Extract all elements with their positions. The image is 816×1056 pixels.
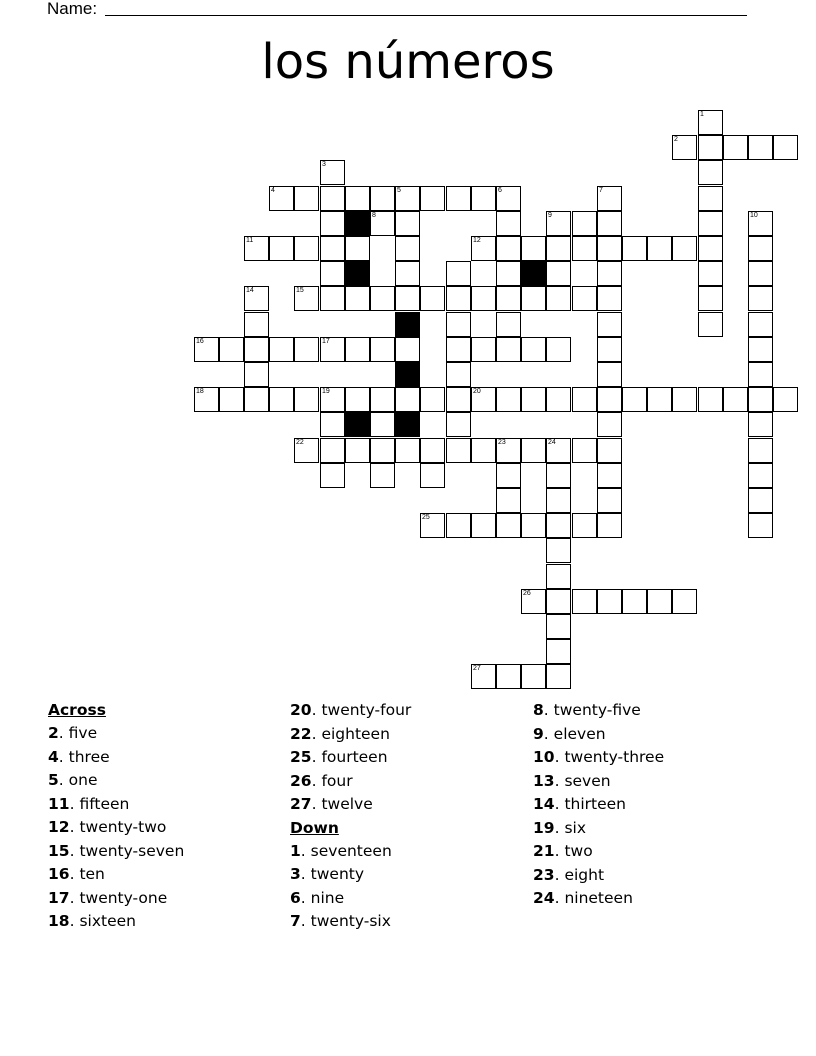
clue-number: 7 [599, 187, 603, 194]
clue-number: 3 [322, 161, 326, 168]
down-clue: 9. eleven [533, 724, 606, 743]
crossword-cell[interactable] [395, 286, 420, 311]
clue-number: 8 [372, 212, 376, 219]
clue-number: 27 [473, 665, 481, 672]
crossword-cell[interactable] [446, 513, 471, 538]
clue-number: 12 [473, 237, 481, 244]
crossword-cell[interactable] [269, 337, 294, 362]
crossword-cell[interactable] [597, 362, 622, 387]
clue-number: 19 [322, 388, 330, 395]
crossword-cell[interactable] [748, 362, 773, 387]
crossword-cell[interactable] [294, 286, 319, 311]
crossword-cell[interactable] [698, 236, 723, 261]
crossword-cell[interactable] [471, 186, 496, 211]
crossword-cell[interactable] [597, 261, 622, 286]
crossword-cell[interactable] [597, 438, 622, 463]
crossword-cell[interactable] [546, 589, 571, 614]
crossword-cell[interactable] [597, 186, 622, 211]
crossword-cell[interactable] [496, 286, 521, 311]
clue-text: eleven [553, 724, 606, 743]
clue-number: 6 [498, 187, 502, 194]
crossword-cell[interactable] [320, 261, 345, 286]
crossword-cell[interactable] [395, 236, 420, 261]
crossword-cell[interactable] [320, 236, 345, 261]
clue-text: twenty-seven [79, 841, 185, 860]
crossword-cell[interactable] [244, 387, 269, 412]
name-label: Name: [47, 0, 98, 18]
crossword-block [345, 211, 370, 236]
clue-text: twenty [310, 865, 365, 883]
clue-number: 18 [48, 912, 70, 930]
clue-text: nineteen [564, 889, 633, 907]
crossword-cell[interactable] [698, 160, 723, 185]
clue-number: 10 [533, 748, 555, 766]
clue-number: 15 [296, 287, 304, 294]
clue-number: 24 [533, 889, 555, 907]
crossword-cell[interactable] [546, 236, 571, 261]
crossword-cell[interactable] [244, 286, 269, 311]
across-clue: 22. eighteen [290, 724, 390, 743]
crossword-cell[interactable] [521, 337, 546, 362]
crossword-cell[interactable] [698, 110, 723, 135]
crossword-cell[interactable] [370, 186, 395, 211]
crossword-cell[interactable] [244, 312, 269, 337]
crossword-cell[interactable] [597, 236, 622, 261]
crossword-cell[interactable] [320, 186, 345, 211]
crossword-cell[interactable] [446, 362, 471, 387]
clue-number: 8 [533, 701, 544, 719]
crossword-cell[interactable] [370, 211, 395, 236]
clue-number: 11 [48, 794, 70, 813]
crossword-cell[interactable] [521, 513, 546, 538]
clue-text: nine [310, 888, 345, 907]
clue-text: twenty-three [564, 748, 665, 766]
crossword-block [345, 412, 370, 437]
crossword-cell[interactable] [471, 387, 496, 412]
crossword-cell[interactable] [420, 438, 445, 463]
crossword-cell[interactable] [370, 463, 395, 488]
crossword-cell[interactable] [370, 337, 395, 362]
clue-number: 6 [290, 888, 301, 907]
clue-text: seventeen [310, 841, 392, 860]
crossword-cell[interactable] [698, 312, 723, 337]
down-clue: 7. twenty-six [290, 912, 391, 930]
crossword-cell[interactable] [320, 286, 345, 311]
crossword-cell[interactable] [395, 211, 420, 236]
crossword-cell[interactable] [597, 387, 622, 412]
across-clue: 20. twenty-four [290, 701, 412, 719]
clue-text: twenty-six [310, 912, 391, 930]
crossword-cell[interactable] [546, 538, 571, 563]
crossword-cell[interactable] [546, 513, 571, 538]
crossword-cell[interactable] [748, 236, 773, 261]
clue-number: 20 [290, 701, 312, 719]
clue-number: 14 [246, 287, 254, 294]
clue-text: one [68, 771, 98, 789]
crossword-cell[interactable] [748, 412, 773, 437]
crossword-cell[interactable] [546, 488, 571, 513]
crossword-cell[interactable] [521, 589, 546, 614]
down-clue: 3. twenty [290, 865, 365, 883]
crossword-cell[interactable] [546, 664, 571, 689]
crossword-cell[interactable] [597, 337, 622, 362]
crossword-cell[interactable] [446, 438, 471, 463]
crossword-cell[interactable] [446, 387, 471, 412]
crossword-cell[interactable] [420, 286, 445, 311]
down-clue: 8. twenty-five [533, 701, 641, 719]
crossword-cell[interactable] [672, 236, 697, 261]
crossword-cell[interactable] [672, 135, 697, 160]
crossword-cell[interactable] [345, 387, 370, 412]
crossword-cell[interactable] [748, 438, 773, 463]
clue-number: 1 [700, 111, 704, 118]
crossword-cell[interactable] [269, 387, 294, 412]
down-clue: 24. nineteen [533, 889, 633, 907]
crossword-cell[interactable] [521, 236, 546, 261]
crossword-cell[interactable] [748, 513, 773, 538]
crossword-cell[interactable] [370, 412, 395, 437]
crossword-cell[interactable] [622, 589, 647, 614]
crossword-cell[interactable] [622, 387, 647, 412]
crossword-cell[interactable] [597, 513, 622, 538]
down-heading: Down [290, 818, 339, 837]
clue-text: three [68, 747, 110, 766]
crossword-cell[interactable] [647, 236, 672, 261]
across-clue: 27. twelve [290, 795, 373, 813]
down-clue: 13. seven [533, 771, 611, 790]
crossword-cell[interactable] [546, 614, 571, 639]
crossword-cell[interactable] [748, 261, 773, 286]
crossword-cell[interactable] [496, 186, 521, 211]
crossword-cell[interactable] [471, 513, 496, 538]
crossword-cell[interactable] [748, 463, 773, 488]
clue-text: twenty-two [79, 818, 167, 836]
clue-number: 22 [290, 724, 312, 743]
crossword-cell[interactable] [345, 286, 370, 311]
crossword-cell[interactable] [496, 211, 521, 236]
clue-number: 16 [196, 338, 204, 345]
crossword-cell[interactable] [320, 160, 345, 185]
crossword-cell[interactable] [194, 337, 219, 362]
crossword-cell[interactable] [496, 438, 521, 463]
crossword-cell[interactable] [496, 387, 521, 412]
crossword-cell[interactable] [370, 438, 395, 463]
clue-number: 15 [48, 841, 70, 860]
crossword-cell[interactable] [698, 261, 723, 286]
crossword-cell[interactable] [420, 513, 445, 538]
crossword-cell[interactable] [395, 337, 420, 362]
clue-text: twenty-four [321, 701, 412, 719]
crossword-cell[interactable] [496, 488, 521, 513]
clue-text: sixteen [79, 912, 136, 930]
crossword-block [395, 312, 420, 337]
clue-number: 17 [48, 888, 70, 907]
crossword-cell[interactable] [496, 261, 521, 286]
crossword-cell[interactable] [546, 261, 571, 286]
crossword-cell[interactable] [219, 387, 244, 412]
down-clue: 10. twenty-three [533, 748, 665, 766]
crossword-cell[interactable] [748, 135, 773, 160]
across-clue: 17. twenty-one [48, 888, 168, 907]
crossword-cell[interactable] [446, 312, 471, 337]
crossword-cell[interactable] [496, 513, 521, 538]
crossword-cell[interactable] [420, 463, 445, 488]
crossword-cell[interactable] [345, 438, 370, 463]
crossword-cell[interactable] [748, 488, 773, 513]
crossword-cell[interactable] [244, 362, 269, 387]
clue-text: eight [564, 865, 605, 884]
clue-text: fifteen [79, 794, 130, 813]
clue-number: 4 [271, 187, 275, 194]
crossword-cell[interactable] [320, 463, 345, 488]
crossword-cell[interactable] [294, 236, 319, 261]
crossword-cell[interactable] [647, 589, 672, 614]
crossword-cell[interactable] [597, 589, 622, 614]
across-clue: 4. three [48, 747, 110, 766]
crossword-cell[interactable] [496, 236, 521, 261]
crossword-block [345, 261, 370, 286]
clue-number: 9 [548, 212, 552, 219]
clue-text: twenty-five [553, 701, 641, 719]
crossword-cell[interactable] [294, 438, 319, 463]
crossword-cell[interactable] [546, 438, 571, 463]
crossword-cell[interactable] [572, 513, 597, 538]
crossword-cell[interactable] [521, 438, 546, 463]
crossword-cell[interactable] [320, 412, 345, 437]
crossword-cell[interactable] [647, 387, 672, 412]
crossword-block [395, 362, 420, 387]
clue-number: 18 [196, 388, 204, 395]
crossword-cell[interactable] [446, 186, 471, 211]
crossword-cell[interactable] [395, 438, 420, 463]
crossword-cell[interactable] [345, 186, 370, 211]
clue-number: 9 [533, 724, 544, 743]
clue-number: 23 [533, 865, 555, 884]
crossword-cell[interactable] [698, 135, 723, 160]
clue-number: 26 [290, 771, 312, 790]
crossword-cell[interactable] [446, 337, 471, 362]
clue-column-2 [290, 699, 411, 934]
crossword-cell[interactable] [420, 186, 445, 211]
crossword-cell[interactable] [294, 337, 319, 362]
crossword-cell[interactable] [773, 387, 798, 412]
crossword-cell[interactable] [219, 337, 244, 362]
across-clue: 18. sixteen [48, 912, 136, 930]
crossword-cell[interactable] [471, 286, 496, 311]
clue-number: 11 [246, 237, 254, 244]
crossword-block [521, 261, 546, 286]
clue-text: seven [564, 771, 611, 790]
down-clue: 6. nine [290, 888, 345, 907]
crossword-cell[interactable] [572, 438, 597, 463]
clue-number: 2 [674, 136, 678, 143]
clue-number: 26 [523, 590, 531, 597]
clue-number: 17 [322, 338, 330, 345]
crossword-cell[interactable] [370, 286, 395, 311]
crossword-cell[interactable] [546, 387, 571, 412]
clue-number: 14 [533, 795, 555, 813]
crossword-cell[interactable] [521, 664, 546, 689]
clue-number: 25 [422, 514, 430, 521]
clue-text: four [321, 771, 353, 790]
crossword-cell[interactable] [597, 312, 622, 337]
crossword-cell[interactable] [597, 463, 622, 488]
crossword-cell[interactable] [572, 589, 597, 614]
crossword-cell[interactable] [546, 211, 571, 236]
clue-text: twelve [321, 795, 373, 813]
crossword-cell[interactable] [597, 488, 622, 513]
clue-number: 24 [548, 439, 556, 446]
crossword-cell[interactable] [294, 387, 319, 412]
crossword-cell[interactable] [748, 211, 773, 236]
crossword-cell[interactable] [320, 337, 345, 362]
clue-text: ten [79, 865, 105, 883]
clue-number: 10 [750, 212, 758, 219]
clue-number: 5 [48, 771, 59, 789]
clue-number: 1 [290, 841, 301, 860]
clue-number: 27 [290, 795, 312, 813]
clue-number: 13 [533, 771, 555, 790]
crossword-cell[interactable] [471, 438, 496, 463]
crossword-cell[interactable] [345, 337, 370, 362]
crossword-cell[interactable] [320, 438, 345, 463]
across-clue: 2. five [48, 724, 98, 742]
across-clue: 25. fourteen [290, 748, 388, 766]
down-clue: 19. six [533, 818, 586, 837]
crossword-cell[interactable] [320, 211, 345, 236]
across-heading: Across [48, 701, 106, 719]
crossword-cell[interactable] [521, 387, 546, 412]
crossword-cell[interactable] [471, 236, 496, 261]
crossword-cell[interactable] [698, 211, 723, 236]
clue-number: 2 [48, 724, 59, 742]
crossword-cell[interactable] [446, 286, 471, 311]
crossword-cell[interactable] [395, 387, 420, 412]
clue-text: thirteen [564, 795, 626, 813]
crossword-cell[interactable] [395, 186, 420, 211]
crossword-cell[interactable] [748, 286, 773, 311]
crossword-cell[interactable] [748, 337, 773, 362]
page-title: los números [261, 34, 555, 90]
clue-column-3 [533, 699, 664, 911]
crossword-block [395, 412, 420, 437]
crossword-cell[interactable] [471, 664, 496, 689]
across-clue: 16. ten [48, 865, 105, 883]
clue-number: 12 [48, 818, 70, 836]
clue-number: 22 [296, 439, 304, 446]
crossword-cell[interactable] [370, 387, 395, 412]
clue-text: six [564, 818, 586, 837]
clue-number: 3 [290, 865, 301, 883]
clue-number: 23 [498, 439, 506, 446]
crossword-cell[interactable] [546, 286, 571, 311]
clue-number: 19 [533, 818, 555, 837]
clue-number: 25 [290, 748, 312, 766]
down-clue: 23. eight [533, 865, 605, 884]
crossword-cell[interactable] [698, 286, 723, 311]
clue-number: 16 [48, 865, 70, 883]
crossword-cell[interactable] [446, 261, 471, 286]
clue-text: five [68, 724, 98, 742]
crossword-cell[interactable] [269, 236, 294, 261]
clue-number: 7 [290, 912, 301, 930]
crossword-cell[interactable] [395, 261, 420, 286]
crossword-cell[interactable] [496, 312, 521, 337]
crossword-cell[interactable] [773, 135, 798, 160]
crossword-cell[interactable] [698, 387, 723, 412]
clue-number: 20 [473, 388, 481, 395]
crossword-cell[interactable] [597, 211, 622, 236]
crossword-cell[interactable] [597, 412, 622, 437]
crossword-cell[interactable] [244, 236, 269, 261]
crossword-cell[interactable] [748, 312, 773, 337]
crossword-cell[interactable] [521, 286, 546, 311]
down-clue: 14. thirteen [533, 795, 626, 813]
down-clue: 21. two [533, 842, 593, 860]
crossword-cell[interactable] [446, 412, 471, 437]
clue-text: twenty-one [79, 888, 168, 907]
across-clue: 5. one [48, 771, 98, 789]
crossword-cell[interactable] [496, 337, 521, 362]
crossword-cell[interactable] [345, 236, 370, 261]
crossword-cell[interactable] [244, 337, 269, 362]
crossword-cell[interactable] [672, 387, 697, 412]
crossword-cell[interactable] [572, 387, 597, 412]
crossword-cell[interactable] [546, 639, 571, 664]
crossword-cell[interactable] [698, 186, 723, 211]
crossword-cell[interactable] [546, 463, 571, 488]
down-clue: 1. seventeen [290, 841, 392, 860]
across-clue: 26. four [290, 771, 353, 790]
clue-number: 21 [533, 842, 555, 860]
across-clue: 15. twenty-seven [48, 841, 185, 860]
crossword-cell[interactable] [572, 211, 597, 236]
crossword-cell[interactable] [496, 664, 521, 689]
crossword-cell[interactable] [269, 186, 294, 211]
clue-column-1 [48, 699, 184, 934]
crossword-cell[interactable] [471, 337, 496, 362]
across-clue: 12. twenty-two [48, 818, 167, 836]
clue-text: fourteen [321, 748, 388, 766]
crossword-cell[interactable] [546, 337, 571, 362]
across-clue: 11. fifteen [48, 794, 130, 813]
clue-text: eighteen [321, 724, 390, 743]
crossword-cell[interactable] [723, 135, 748, 160]
crossword-cell[interactable] [622, 236, 647, 261]
crossword-cell[interactable] [597, 286, 622, 311]
crossword-cell[interactable] [572, 236, 597, 261]
crossword-cell[interactable] [496, 463, 521, 488]
crossword-cell[interactable] [748, 387, 773, 412]
crossword-cell[interactable] [672, 589, 697, 614]
crossword-cell[interactable] [320, 387, 345, 412]
crossword-cell[interactable] [294, 186, 319, 211]
crossword-cell[interactable] [194, 387, 219, 412]
crossword-cell[interactable] [572, 286, 597, 311]
clue-number: 5 [397, 187, 401, 194]
crossword-cell[interactable] [723, 387, 748, 412]
crossword-cell[interactable] [546, 564, 571, 589]
clue-text: two [564, 842, 593, 860]
clue-number: 4 [48, 747, 59, 766]
crossword-cell[interactable] [420, 387, 445, 412]
